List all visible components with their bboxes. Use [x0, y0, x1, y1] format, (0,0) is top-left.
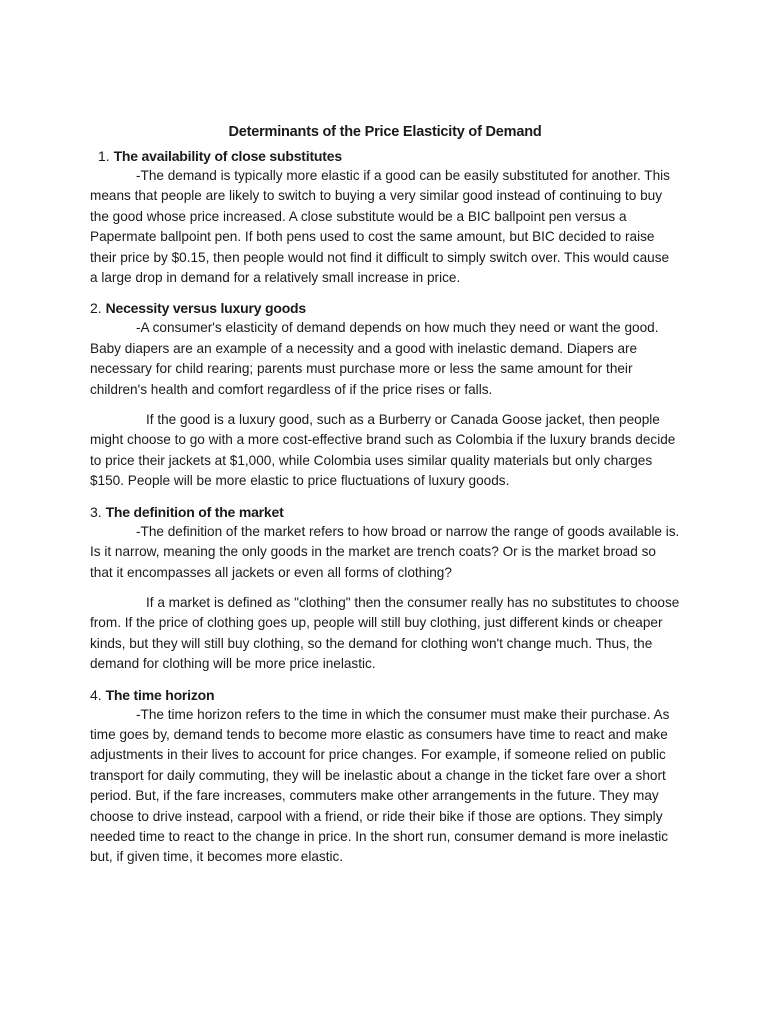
paragraph: -The time horizon refers to the time in which the consumer must make their purchase. As time goes by, demand tends to become more elastic as consumers have time to react and make adjustments in their lives to account for price changes. For example, if someone relied on public transport for daily commuting, they will be inelastic about a change in the ticket fare over a short period. But, if the fare increases, commuters make other arrangements in the future. They may choose to drive instead, carpool with a friend, or ride their bike if those are options. They simply needed time to react to the change in price. In the short run, consumer demand is more inelastic but, if given time, it becomes more elastic.: [90, 706, 670, 865]
paragraph: If the good is a luxury good, such as a Burberry or Canada Goose jacket, then people might choose to go with a more cost-effective brand such as Colombia if the luxury brands decide to price their jackets at $1,000, while Colombia uses similar quality materials but only charges $150. People will be more elastic to price fluctuations of luxury goods.: [90, 412, 676, 489]
section-heading: [90, 146, 680, 166]
document-title: Determinants of the Price Elasticity of Demand: [228, 124, 542, 140]
paragraph: -The demand is typically more elastic if a good can be easily substituted for another. This means that people are likely to switch to buying a very similar good instead of continuing to buy the good whose price increased. A close substitute would be a BIC ballpoint pen versus a Papermate ballpoint pen. If both pens used to cost the same amount, but BIC decided to raise their price by $0.15, then people would not find it difficult to simply switch over. This would cause a large drop in demand for a relatively small increase in price.: [90, 168, 670, 286]
section-number: 1.: [98, 148, 110, 164]
section-heading: [90, 502, 680, 522]
paragraph: -The definition of the market refers to how broad or narrow the range of goods available is. Is it narrow, meaning the only goods in the market are trench coats? Or is the market broad so that it encompasses all jackets or even all forms of clothing?: [90, 523, 680, 580]
section-number: 2.: [90, 300, 102, 317]
section-market-definition: [90, 502, 680, 675]
paragraph: -A consumer's elasticity of demand depends on how much they need or want the good. Baby diapers are an example of a necessity and a good with inelastic demand. Diapers are necessary for child rearing; parents must purchase more or less the same amount for their children's health and comfort regardless of if the price rises or falls.: [90, 320, 659, 397]
section-heading: [90, 685, 680, 705]
section-number: 3.: [90, 503, 102, 520]
document-page: [90, 122, 680, 868]
paragraph: If a market is defined as "clothing" then the consumer really has no substitutes to choose from. If the price of clothing goes up, people will still buy clothing, just different kinds or cheaper kinds, but they will still buy clothing, so the demand for clothing won't change much. Thus, the demand for clothing will be more price inelastic.: [90, 594, 680, 672]
section-title: The availability of close substitutes: [113, 148, 342, 164]
section-necessity-luxury: [90, 298, 680, 491]
section-title: The time horizon: [105, 686, 215, 703]
section-time-horizon: [90, 685, 680, 868]
section-title: Necessity versus luxury goods: [105, 300, 306, 317]
section-number: 4.: [90, 686, 102, 703]
section-heading: [90, 298, 680, 318]
section-substitutes: [90, 146, 680, 288]
section-title: The definition of the market: [105, 503, 284, 520]
